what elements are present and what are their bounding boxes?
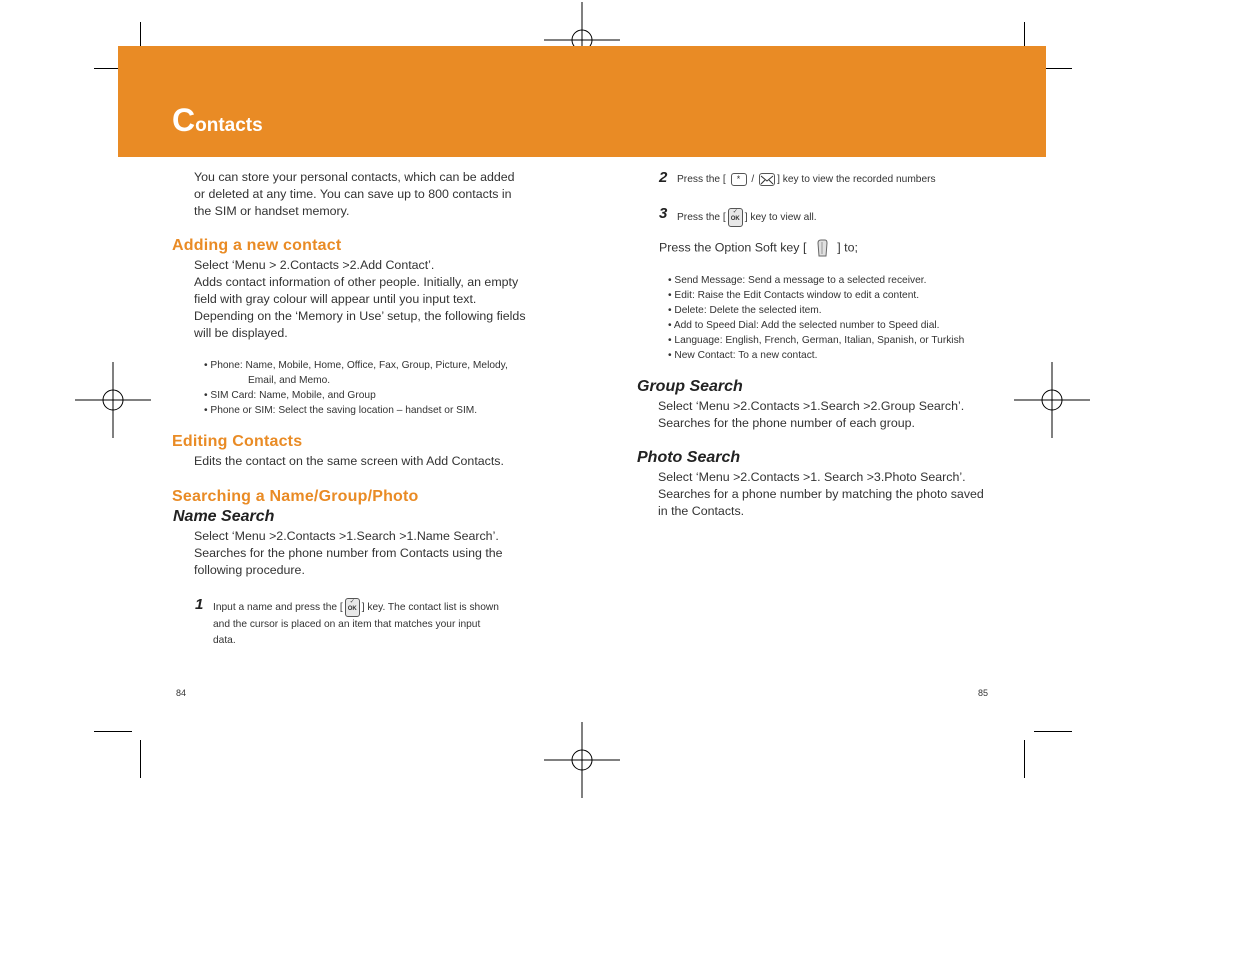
adding-contact-body: Select ‘Menu > 2.Contacts >2.Add Contact’. Adds contact information of other people. Initially, an empty field with gray colour will appear until you input text. Depending on the ‘Memory in Use’ setup, the following fields will be displayed. xyxy=(194,258,526,340)
list-item: • New Contact: To a new contact. xyxy=(668,350,818,361)
registration-mark-icon xyxy=(1014,362,1090,438)
page-title xyxy=(172,104,263,136)
star-key-icon: * xyxy=(731,173,747,186)
ok-key-icon: ✓ OK xyxy=(728,208,743,227)
list-item: • Language: English, French, German, Italian, Spanish, or Turkish xyxy=(668,335,965,346)
list-item: • SIM Card: Name, Mobile, and Group xyxy=(204,390,376,401)
list-item: • Phone: Name, Mobile, Home, Office, Fax, Group, Picture, Melody, xyxy=(204,360,508,371)
crop-mark xyxy=(140,740,141,778)
adding-contact-heading: Adding a new contact xyxy=(172,237,342,254)
name-search-heading: Name Search xyxy=(173,508,275,525)
title-rest: ontacts xyxy=(195,115,263,136)
list-item: • Edit: Raise the Edit Contacts window to edit a content. xyxy=(668,290,920,301)
name-search-body: Select ‘Menu >2.Contacts >1.Search >1.Name Search’. Searches for the phone number from Contacts using the following procedure. xyxy=(194,529,503,577)
group-search-body: Select ‘Menu >2.Contacts >1.Search >2.Group Search’. Searches for the phone number of each group. xyxy=(658,399,965,430)
step-1-text: Input a name and press the [✓ OK ] key. The contact list is shown and the cursor is placed on an item that matches your input data. xyxy=(213,599,499,646)
step-number: 1 xyxy=(195,596,204,613)
soft-key-icon xyxy=(816,239,828,257)
step-number: 2 xyxy=(659,169,668,186)
page-number-right: 85 xyxy=(978,688,989,698)
step-3-text: Press the [✓ OK ] key to view all. xyxy=(677,208,817,227)
searching-heading: Searching a Name/Group/Photo xyxy=(172,488,419,505)
options-list xyxy=(668,273,964,363)
list-item: • Delete: Delete the selected item. xyxy=(668,305,822,316)
header-banner xyxy=(118,46,1046,157)
list-item: • Add to Speed Dial: Add the selected number to Speed dial. xyxy=(668,320,940,331)
intro-paragraph: You can store your personal contacts, which can be added or deleted at any time. You can save up to 800 contacts in the SIM or handset memory. xyxy=(194,170,515,218)
option-soft-key-text: Press the Option Soft key [ ] to; xyxy=(659,239,858,257)
ok-key-icon: ✓ OK xyxy=(345,598,360,617)
group-search-heading: Group Search xyxy=(637,378,743,395)
list-item: • Send Message: Send a message to a selected receiver. xyxy=(668,275,927,286)
crop-mark xyxy=(1024,740,1025,778)
photo-search-heading: Photo Search xyxy=(637,449,741,466)
step-2-text: Press the [ * / ] key to view the recorded numbers xyxy=(677,173,936,185)
crop-mark xyxy=(94,731,132,732)
editing-contacts-heading: Editing Contacts xyxy=(172,433,303,450)
title-initial: C xyxy=(172,102,196,138)
crop-mark xyxy=(1034,731,1072,732)
list-item: • Phone or SIM: Select the saving location – handset or SIM. xyxy=(204,405,478,416)
step-number: 3 xyxy=(659,205,668,222)
editing-contacts-body: Edits the contact on the same screen with Add Contacts. xyxy=(194,454,504,468)
page-number-left: 84 xyxy=(176,688,187,698)
envelope-key-icon xyxy=(759,173,775,186)
registration-mark-icon xyxy=(75,362,151,438)
list-item: Email, and Memo. xyxy=(248,375,331,386)
field-list xyxy=(204,358,508,418)
photo-search-body: Select ‘Menu >2.Contacts >1. Search >3.Photo Search’. Searches for a phone number by matching the photo saved in the Contacts. xyxy=(658,470,984,518)
registration-mark-icon xyxy=(544,722,620,798)
